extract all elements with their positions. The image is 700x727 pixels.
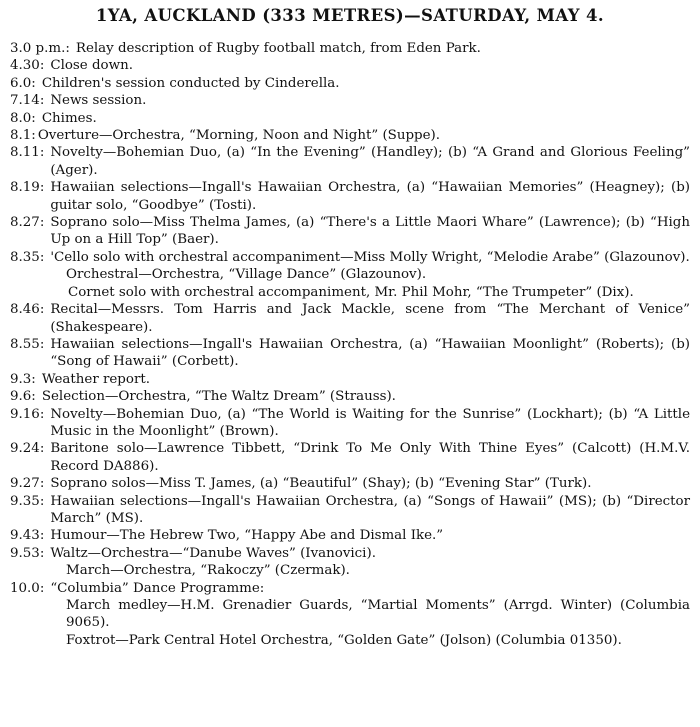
list-item <box>10 580 690 597</box>
entry-time: 8.35: <box>10 249 45 265</box>
list-item <box>10 127 690 144</box>
list-item <box>10 110 690 127</box>
entry-text: Relay description of Rugby football match, from Eden Park. <box>75 41 481 56</box>
entry-text: Humour—The Hebrew Two, “Happy Abe and Dismal Ike.” <box>50 528 444 544</box>
entry-text: Recital—Messrs. Tom Harris and Jack Mackle, scene from “The Merchant of Venice” (Shakespeare). <box>50 302 690 335</box>
entry-text: Novelty—Bohemian Duo, (a) “The World is Waiting for the Sunrise” (Lockhart); (b) “A Little Music in the Moonlight” (Brown). <box>50 406 690 439</box>
entry-text: Baritone solo—Lawrence Tibbett, “Drink To Me Only With Thine Eyes” (Calcott) (H.M.V. Record DA886). <box>50 441 690 474</box>
entry-time: 3.0 p.m.: <box>10 41 70 56</box>
entry-text: Waltz—Orchestra—“Danube Waves” (Ivanovici). <box>50 545 376 561</box>
list-item <box>10 144 690 179</box>
entry-time: 9.53: <box>10 545 45 561</box>
list-item <box>10 92 690 109</box>
entry-text: Hawaiian selections—Ingall's Hawaiian Orchestra, (a) “Hawaiian Moonlight” (Roberts); (b) “Song of Hawaii” (Corbett). <box>50 336 690 370</box>
entry-text: March—Orchestra, “Rakoczy” (Czermak). <box>66 563 350 579</box>
list-item <box>10 75 690 92</box>
list-item <box>10 336 690 371</box>
list-item <box>10 562 690 579</box>
entry-text: Overture—Orchestra, “Morning, Noon and Night” (Suppe). <box>37 128 441 144</box>
entry-text: Orchestral—Orchestra, “Village Dance” (Glazounov). <box>66 267 427 283</box>
list-item <box>10 406 690 441</box>
list-item <box>10 284 690 301</box>
entry-text: “Columbia” Dance Programme: <box>50 580 265 596</box>
list-item <box>10 301 690 336</box>
list-item <box>10 527 690 544</box>
entry-time: 8.55: <box>10 336 45 352</box>
list-item <box>10 597 690 632</box>
list-item <box>10 214 690 249</box>
list-item <box>10 371 690 388</box>
entry-text: Hawaiian selections—Ingall's Hawaiian Orchestra, (a) “Songs of Hawaii” (MS); (b) “Director March” (MS). <box>50 493 690 526</box>
list-item <box>10 266 690 283</box>
entry-time: 9.24: <box>10 441 45 457</box>
entry-text: Soprano solos—Miss T. James, (a) “Beautiful” (Shay); (b) “Evening Star” (Turk). <box>50 476 592 492</box>
entry-time: 10.0: <box>10 580 45 596</box>
entry-time: 7.14: <box>10 93 45 109</box>
entry-text: Cornet solo with orchestral accompaniment, Mr. Phil Mohr, “The Trumpeter” (Dix). <box>68 284 634 300</box>
entry-text: Weather report. <box>41 371 150 387</box>
entry-time: 8.27: <box>10 215 45 231</box>
list-item <box>10 440 690 475</box>
entry-text: March medley—H.M. Grenadier Guards, “Martial Moments” (Arrgd. Winter) (Columbia 9065). <box>66 598 690 631</box>
programme-list <box>10 40 690 649</box>
entry-time: 4.30: <box>10 58 45 74</box>
entry-text: Novelty—Bohemian Duo, (a) “In the Evening” (Handley); (b) “A Grand and Glorious Feeling” (Ager). <box>50 145 690 178</box>
entry-time: 9.43: <box>10 528 45 544</box>
list-item <box>10 57 690 74</box>
entry-text: Hawaiian selections—Ingall's Hawaiian Orchestra, (a) “Hawaiian Memories” (Heagney); (b) guitar solo, “Goodbye” (Tosti). <box>50 180 690 213</box>
page-heading: 1YA, AUCKLAND (333 METRES)—SATURDAY, MAY 4. <box>95 6 605 25</box>
entry-text: Children's session conducted by Cinderella. <box>41 75 340 91</box>
entry-text: Foxtrot—Park Central Hotel Orchestra, “Golden Gate” (Jolson) (Columbia 01350). <box>66 632 622 648</box>
entry-text: Soprano solo—Miss Thelma James, (a) “There's a Little Maori Whare” (Lawrence); (b) “High Up on a Hill Top” (Baer). <box>50 215 690 248</box>
entry-text: Close down. <box>50 58 133 74</box>
list-item <box>10 475 690 492</box>
entry-text: 'Cello solo with orchestral accompaniment—Miss Molly Wright, “Melodie Arabe” (Glazounov). <box>50 249 690 265</box>
list-item <box>10 545 690 562</box>
list-item <box>10 388 690 405</box>
entry-time: 8.0: <box>10 110 36 126</box>
entry-time: 8.1: <box>10 128 36 144</box>
entry-time: 9.27: <box>10 476 45 492</box>
entry-time: 9.6: <box>10 389 36 405</box>
list-item <box>10 632 690 649</box>
entry-text: Chimes. <box>41 110 97 126</box>
entry-time: 6.0: <box>10 75 36 91</box>
entry-time: 9.16: <box>10 406 45 422</box>
entry-time: 8.19: <box>10 180 45 196</box>
entry-time: 8.11: <box>10 145 45 161</box>
entry-text: News session. <box>50 93 147 109</box>
entry-time: 8.46: <box>10 302 45 318</box>
list-item <box>10 179 690 214</box>
list-item <box>10 249 690 266</box>
list-item <box>10 40 690 57</box>
entry-time: 9.3: <box>10 371 36 387</box>
entry-text: Selection—Orchestra, “The Waltz Dream” (Strauss). <box>41 389 396 405</box>
entry-time: 9.35: <box>10 493 45 509</box>
list-item <box>10 493 690 528</box>
